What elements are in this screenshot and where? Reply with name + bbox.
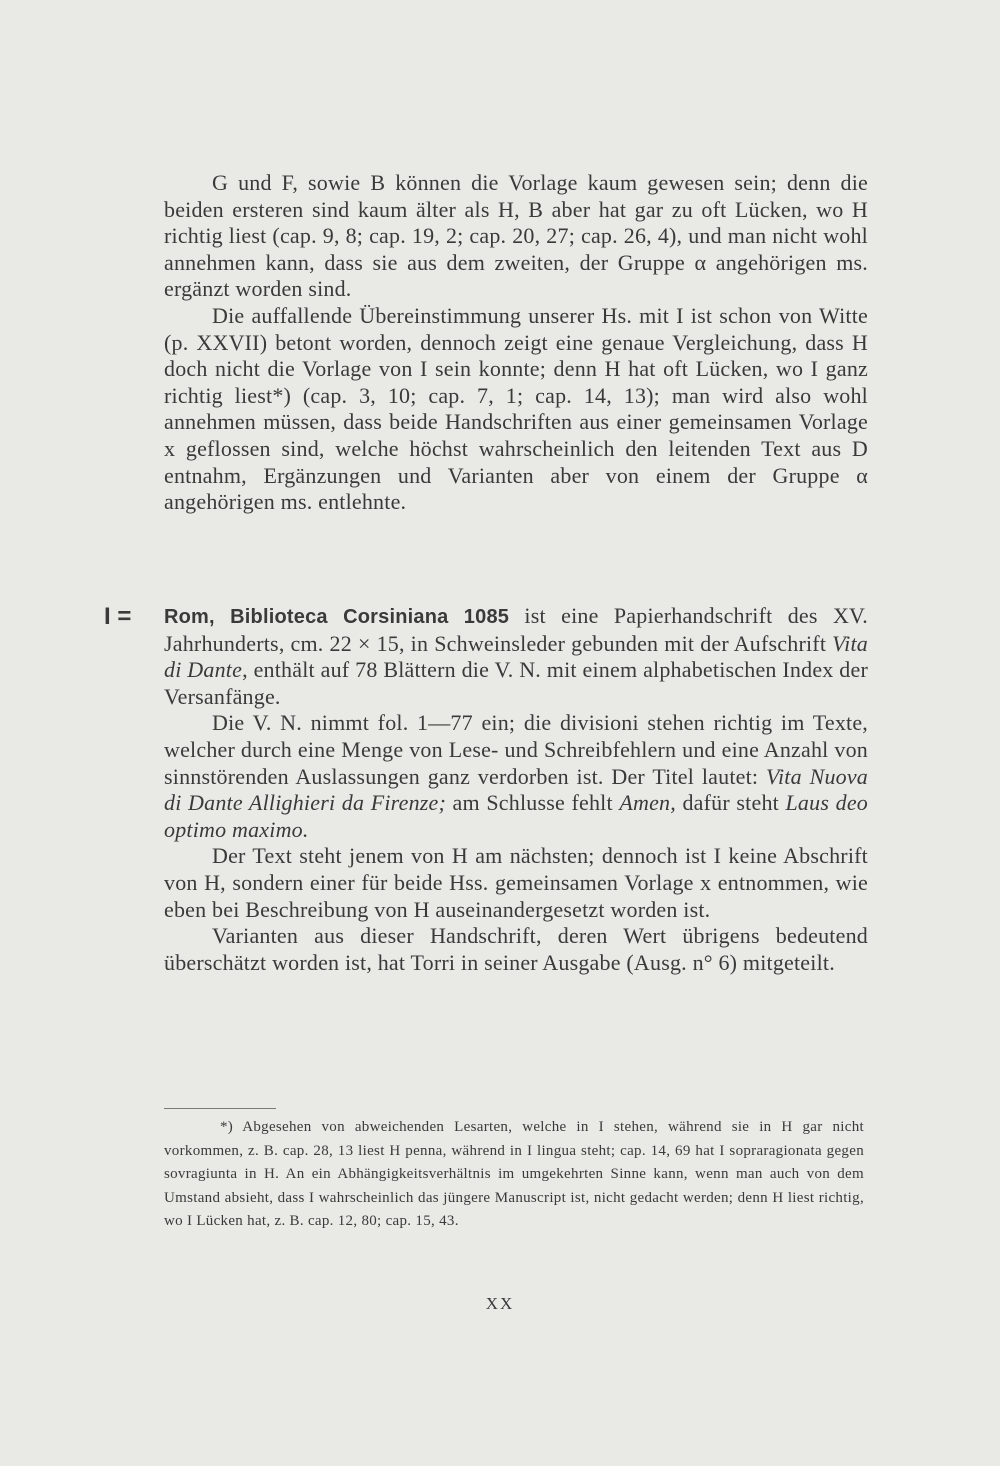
text-span: ist eine Papierhandschrift des XV. Jahrhunderts, cm. 22 × 15, in Schweinsleder gebunden mit der Aufschrift bbox=[164, 603, 868, 656]
paragraph bbox=[164, 710, 868, 843]
page-number: XX bbox=[485, 1294, 515, 1313]
text-block-upper bbox=[164, 170, 868, 516]
italic-text: Amen, bbox=[619, 790, 676, 816]
italic-text: Vita Nuova di Dante Allighieri da Firenze; bbox=[164, 763, 869, 816]
manuscript-siglum: I = bbox=[104, 603, 132, 630]
manuscript-title: Rom, Biblioteca Corsiniana 1085 bbox=[164, 606, 510, 628]
italic-title: Vita di Dante bbox=[164, 630, 868, 683]
italic-text: Laus deo optimo maximo. bbox=[164, 790, 868, 842]
entry-paragraph bbox=[164, 603, 868, 710]
footnote-text: *) Abgesehen von abweichenden Lesarten, welche in I stehen, während sie in H gar nicht vorkommen, z. B. cap. 28, 13 liest H penna, während in I lingua steht; cap. 14, 69 hat I sopraragionata gegen sovragiunta in H. An ein Abhängigkeitsverhältnis im umgekehrten Sinne kann, wenn man auch von dem Umstand absieht, dass I wahrscheinlich das jüngere Manuscript ist, nicht gedacht werden; denn H liest richtig, wo I Lücken hat, z. B. cap. 12, 80; cap. 15, 43. bbox=[164, 1119, 864, 1229]
paragraph: Der Text steht jenem von H am nächsten; dennoch ist I keine Abschrift von H, sondern einer für beide Hss. gemeinsamen Vorlage x entnommen, wie eben bei Beschreibung von H auseinandergesetzt worden ist. bbox=[164, 843, 868, 922]
text-span: , enthält auf 78 Blättern die V. N. mit einem alphabetischen Index der Versanfänge. bbox=[164, 657, 868, 709]
paragraph: G und F, sowie B können die Vorlage kaum gewesen sein; denn die beiden ersteren sind kaum älter als H, B aber hat gar zu oft Lücken, wo H richtig liest (cap. 9, 8; cap. 19, 2; cap. 20, 27; cap. 26, 4), und man nicht wohl annehmen kann, dass sie aus dem zweiten, der Gruppe α angehörigen ms. ergänzt worden sind. bbox=[164, 170, 868, 302]
text-span: Die V. N. nimmt fol. 1—77 ein; die divisioni stehen richtig im Texte, welcher durch eine Menge von Lese- und Schreibfehlern und eine Anzahl von sinnstörenden Auslassungen ganz verdorben ist. Der Titel lautet: bbox=[164, 710, 868, 789]
text-span: dafür steht bbox=[675, 790, 786, 816]
text-span: am Schlusse fehlt bbox=[446, 790, 620, 816]
paragraph: Varianten aus dieser Handschrift, deren Wert übrigens bedeutend überschätzt worden ist, hat Torri in seiner Ausgabe (Ausg. n° 6) mitgeteilt. bbox=[164, 923, 868, 975]
footnote bbox=[164, 1116, 864, 1234]
footnote-divider bbox=[164, 1108, 276, 1109]
manuscript-entry bbox=[164, 603, 868, 976]
paragraph: Die auffallende Übereinstimmung unserer Hs. mit I ist schon von Witte (p. XXVII) betont worden, dennoch zeigt eine genaue Vergleichung, dass H doch nicht die Vorlage von I sein konnte; denn H hat oft Lücken, wo I ganz richtig liest*) (cap. 3, 10; cap. 7, 1; cap. 14, 13); man wird also wohl annehmen müssen, dass beide Handschriften aus einer gemeinsamen Vorlage x geflossen sind, welche höchst wahrscheinlich den leitenden Text aus D entnahm, Ergänzungen und Varianten aber von einem der Gruppe α angehörigen ms. entlehnte. bbox=[164, 302, 868, 515]
